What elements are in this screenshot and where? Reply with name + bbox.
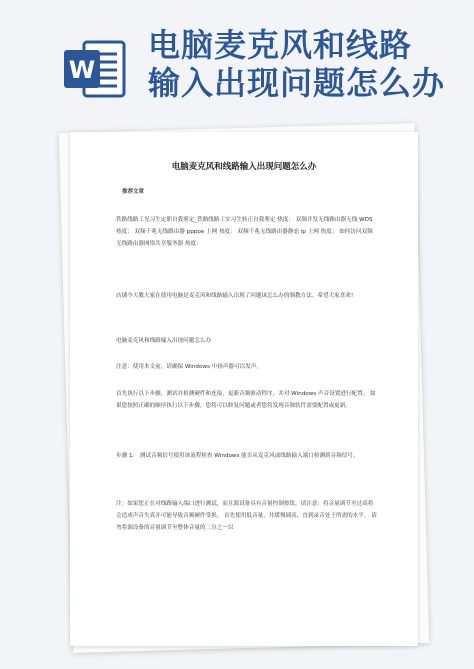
paragraph-4: 注意：使用本文前，请确保 Windows 中扬声器可以发声。 — [116, 364, 262, 370]
paragraph-2: 店铺今天教大家在使用电脑是麦克风和线路输入出现了问题该怎么办的制教方法。希望大家喜欢! — [116, 293, 354, 299]
header-title-line-2: 输入出现问题怎么办 — [148, 64, 446, 102]
paragraph-6: 步骤 1： 测试音频信号使用该流程检查 Windows 能否从麦克风或线路输入端口检测到音频信号。 — [116, 453, 359, 459]
paragraph-5: 首先执行以下步骤，测试并检测硬件和连接，更新音频驱动程序，并对 Windows 声音设置进行配置。 如果您按照正确的顺序执行以下步骤，您将可以修复问题或者您将发现音频软件需要配置或更新。 — [116, 391, 376, 409]
document-title: 电脑麦克风和线路输入出现问题怎么办 — [171, 162, 317, 172]
paragraph-3: 电脑麦克风和线路输入出现问题怎么办 — [116, 338, 212, 344]
document-page — [70, 132, 418, 646]
paragraph-1: 铁路线路工见习生定职自我鉴定_铁路线路工实习生转正自我鉴定 热度： 双频并发无线路由器无线 WDS 热度： 双频千兆无线路由器 pppoe 上网 热度： 双频千兆无线路由器静态 ip 上网 热度： 如何访问双频无线路由器网络共享服务器 热度： — [116, 217, 373, 247]
word-document-icon — [62, 36, 128, 102]
header-title-line-1: 电脑麦克风和线路 — [148, 26, 413, 64]
recommended-articles-label: 推荐文章 — [122, 189, 145, 195]
header-banner — [0, 0, 474, 118]
header-title — [148, 26, 468, 102]
svg-text:W: W — [68, 56, 96, 84]
paragraph-7: 注：如果您正在对线路输入端口进行测试，而且源设备具有音量控制按钮，请注意：将音量调节至过高将会造成声音失真并可能导致音频硬件受损。 首先使用低音量，并缓慢调高，直到录音处于所需的水平。 请勿将源设备的音量调节至整体音量的二分之一以 — [116, 501, 377, 531]
